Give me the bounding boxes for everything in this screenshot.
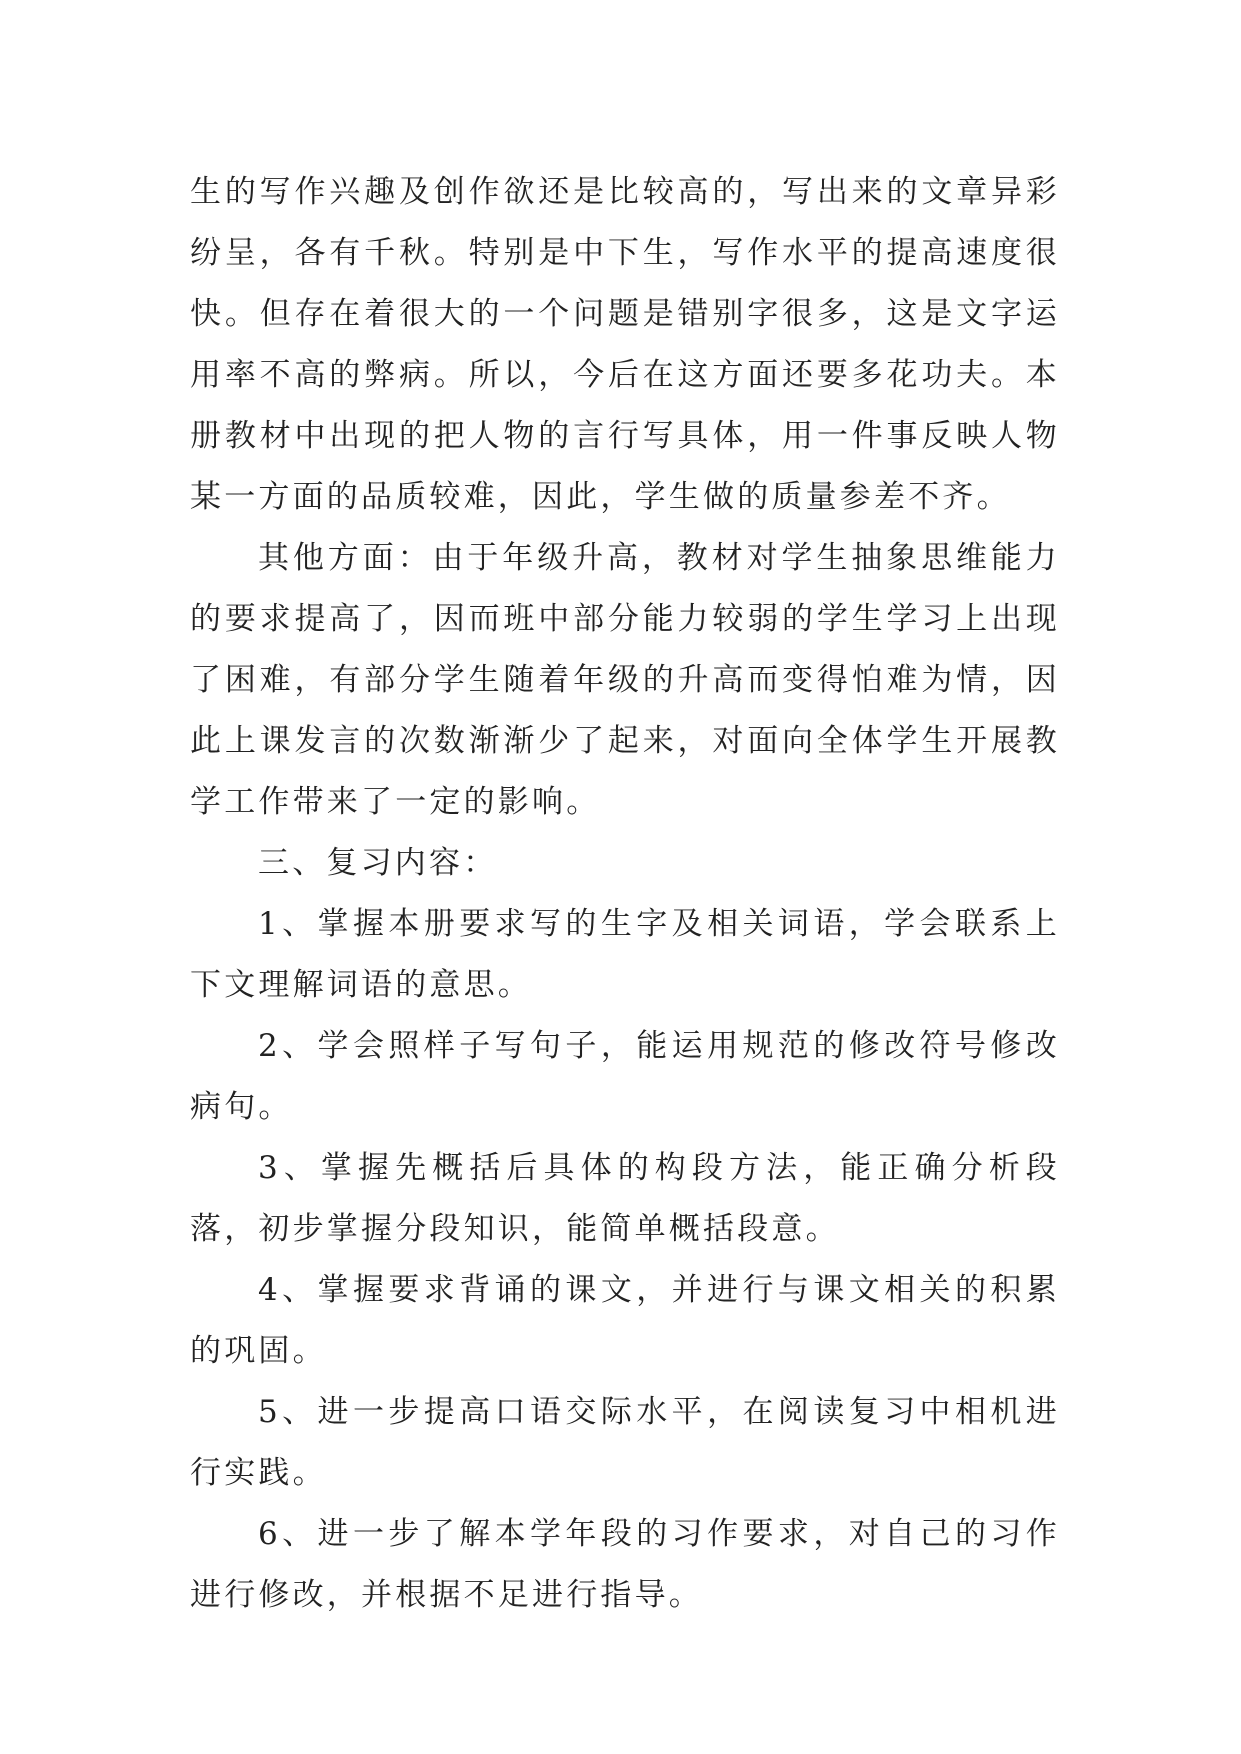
document-body xyxy=(190,162,1060,1626)
list-item-3: 3、掌握先概括后具体的构段方法，能正确分析段落，初步掌握分段知识，能简单概括段意。 xyxy=(190,1150,1060,1247)
paragraph-writing-interest: 生的写作兴趣及创作欲还是比较高的，写出来的文章异彩纷呈，各有千秋。特别是中下生，写作水平的提高速度很快。但存在着很大的一个问题是错别字很多，这是文字运用率不高的弊病。所以，今后在这方面还要多花功夫。本册教材中出现的把人物的言行写具体，用一件事反映人物某一方面的品质较难，因此，学生做的质量参差不齐。 xyxy=(190,174,1060,515)
list-item-2: 2、学会照样子写句子，能运用规范的修改符号修改病句。 xyxy=(190,1028,1060,1125)
list-item-5: 5、进一步提高口语交际水平，在阅读复习中相机进行实践。 xyxy=(190,1394,1060,1491)
paragraph-other-aspects: 其他方面：由于年级升高，教材对学生抽象思维能力的要求提高了，因而班中部分能力较弱的学生学习上出现了困难，有部分学生随着年级的升高而变得怕难为情，因此上课发言的次数渐渐少了起来，对面向全体学生开展教学工作带来了一定的影响。 xyxy=(190,540,1060,820)
list-item-6: 6、进一步了解本学年段的习作要求，对自己的习作进行修改，并根据不足进行指导。 xyxy=(190,1516,1060,1613)
list-item-4: 4、掌握要求背诵的课文，并进行与课文相关的积累的巩固。 xyxy=(190,1272,1060,1369)
section-heading-review-content: 三、复习内容： xyxy=(258,845,498,881)
list-item-1: 1、掌握本册要求写的生字及相关词语，学会联系上下文理解词语的意思。 xyxy=(190,906,1060,1003)
